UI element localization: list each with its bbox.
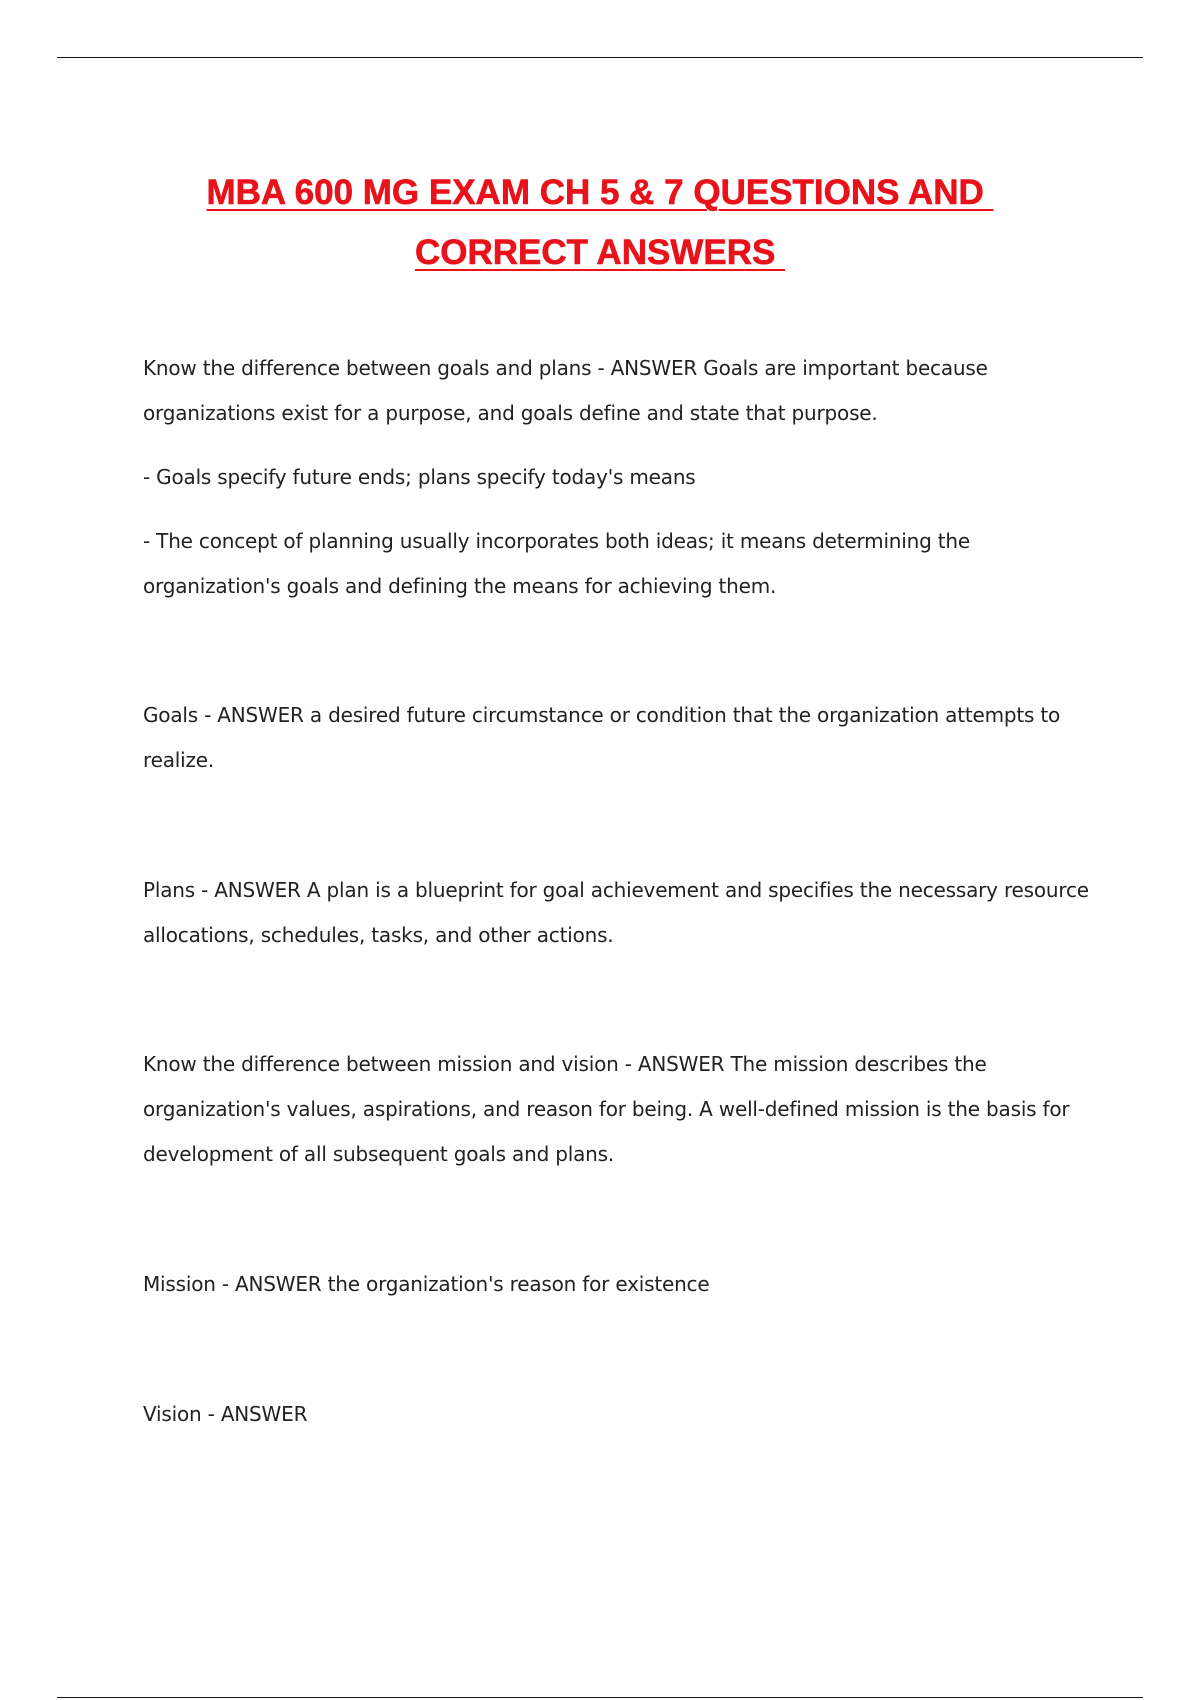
title-line-1: MBA 600 MG EXAM CH 5 & 7 QUESTIONS AND xyxy=(206,173,994,213)
paragraph-plans-definition: Plans - ANSWER A plan is a blueprint for goal achievement and specifies the necessary resource allocations, schedules, tasks, and other actions. xyxy=(143,878,1089,947)
paragraph-goals-ends: - Goals specify future ends; plans specify today's means xyxy=(143,465,696,489)
paragraph-vision-definition: Vision - ANSWER xyxy=(143,1402,308,1426)
document-title xyxy=(57,163,1143,283)
paragraph-planning-concept: - The concept of planning usually incorporates both ideas; it means determining the organization's goals and defining the means for achieving them. xyxy=(143,529,970,598)
title-line-2: CORRECT ANSWERS xyxy=(414,233,786,273)
paragraph-goals-vs-plans: Know the difference between goals and plans - ANSWER Goals are important because organizations exist for a purpose, and goals define and state that purpose. xyxy=(143,356,988,425)
top-divider xyxy=(57,57,1143,58)
bottom-divider xyxy=(57,1697,1143,1698)
paragraph-mission-definition: Mission - ANSWER the organization's reason for existence xyxy=(143,1272,710,1296)
paragraph-mission-vs-vision: Know the difference between mission and vision - ANSWER The mission describes the organization's values, aspirations, and reason for being. A well-defined mission is the basis for development of all subsequent goals and plans. xyxy=(143,1052,1070,1166)
document-body xyxy=(143,346,1098,1437)
paragraph-goals-definition: Goals - ANSWER a desired future circumstance or condition that the organization attempts to realize. xyxy=(143,703,1061,772)
